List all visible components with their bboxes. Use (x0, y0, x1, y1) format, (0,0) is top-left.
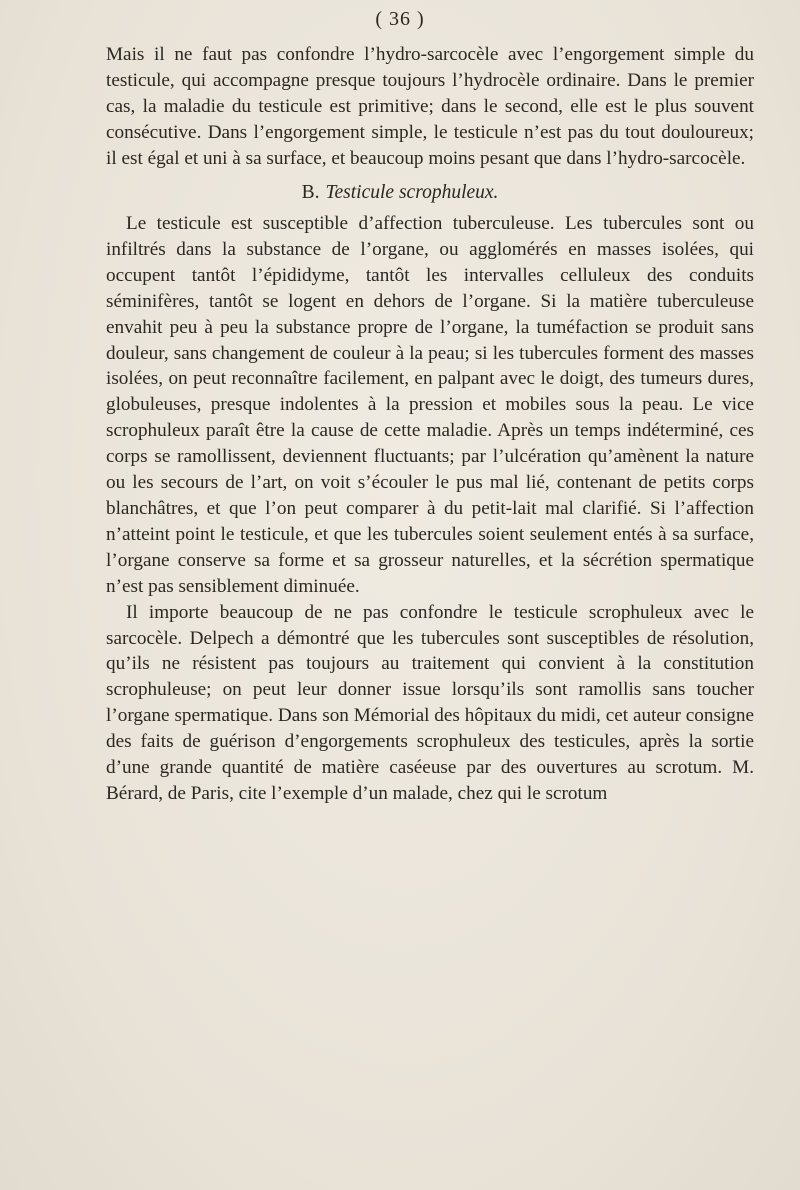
section-label: B. (301, 182, 320, 203)
paragraph-2: Il importe beaucoup de ne pas confondre le testicule scrophuleux avec le sarcocèle. Delpech a démontré que les tubercules sont susceptibles de résolution, qu’ils ne résistent pas toujours au traitement qui convient à la constitution scrophuleuse; on peut leur donner issue lorsqu’ils sont ramollis sans toucher l’organe spermatique. Dans son Mémorial des hôpitaux du midi, cet auteur consigne des faits de guérison d’engorgements scrophuleux des testicules, après la sortie d’une grande quantité de matière caséeuse par des ouvertures au scrotum. M. Bérard, de Paris, cite l’exemple d’un malade, chez qui le scrotum (106, 601, 754, 804)
paragraph-intro: Mais il ne faut pas confondre l’hydro-sarcocèle avec l’engorgement simple du testicule, qui accompagne presque toujours l’hydrocèle ordinaire. Dans le premier cas, la maladie du testicule est primitive; dans le second, elle est le plus souvent consécutive. Dans l’engorgement simple, le testicule n’est pas du tout douloureux; il est égal et uni à sa surface, et beaucoup moins pesant que dans l’hydro-sarcocèle. (106, 44, 754, 169)
section-heading (0, 182, 800, 204)
page-number: ( 36 ) (375, 8, 425, 30)
intro-text-block (106, 42, 754, 172)
paragraph-1: Le testicule est susceptible d’affection tuberculeuse. Les tubercules sont ou infiltrés dans la substance de l’organe, ou agglomérés en masses isolées, qui occupent tantôt l’épididyme, tantôt les intervalles celluleux des conduits séminifères, tantôt se logent en dehors de l’organe. Si la matière tuberculeuse envahit peu à peu la substance propre de l’organe, la tuméfaction se produit sans douleur, sans changement de couleur à la peau; si les tubercules forment des masses isolées, on peut reconnaître facilement, en palpant avec le doigt, des tumeurs dures, globuleuses, presque indolentes à la pression et mobiles sous la peau. Le vice scrophuleux paraît être la cause de cette maladie. Après un temps indéterminé, ces corps se ramollissent, deviennent fluctuants; par l’ulcération qu’amènent la nature ou les secours de l’art, on voit s’écouler le pus mal lié, contenant de petits corps blanchâtres, et que l’on peut comparer à du petit-lait mal clarifié. Si l’affection n’atteint point le testicule, et que les tubercules soient seulement entés à sa surface, l’organe conserve sa forme et sa grosseur naturelles, et la sécrétion spermatique n’est pas sensiblement diminuée. (106, 213, 754, 597)
section-title: Testicule scrophuleux. (325, 182, 499, 203)
section-body (106, 211, 754, 807)
